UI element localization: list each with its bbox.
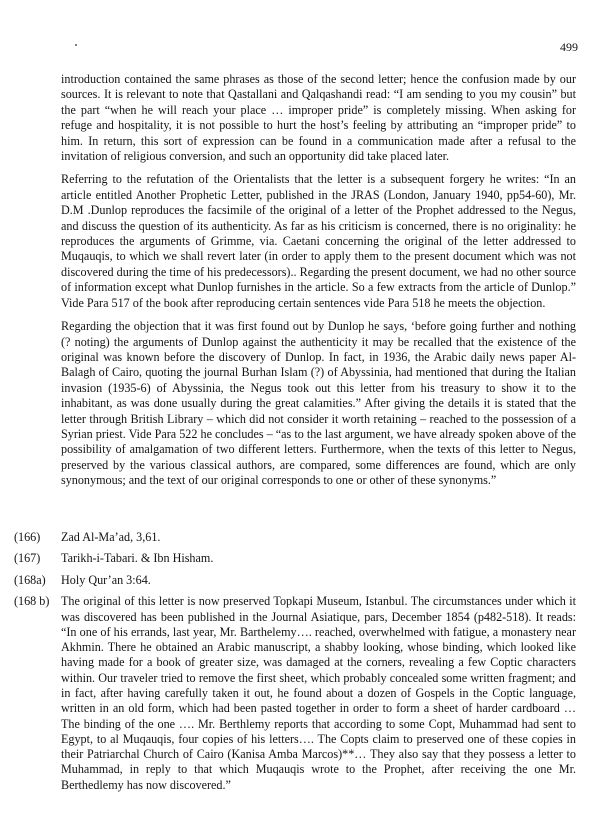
body-text [61, 72, 576, 497]
footnote-number: (168 b) [14, 594, 50, 609]
footnote [14, 573, 576, 588]
footnote [14, 551, 576, 566]
footnote [14, 530, 576, 545]
footnote-text: Holy Qur’an 3:64. [61, 572, 151, 587]
footnote-number: (166) [14, 530, 41, 544]
stray-mark [75, 44, 77, 46]
paragraph: introduction contained the same phrases as those of the second letter; hence the confusion made by our sources. It is relevant to note that Qastallani and Qalqashandi read: “I am sending to you my cousin” but the part “when he will reach your place … improper pride” is completely missing. When asking for refuge and hospitality, it is not possible to hurt the host’s feeling by attributing an “improper pride” to him. In return, this sort of expression can be found in a communication made after a refusal to the invitation of religious conversion, and such an opportunity did take placed later. [61, 72, 576, 164]
footnote [14, 594, 576, 793]
page-number: 499 [560, 40, 578, 54]
paragraph: Regarding the objection that it was first found out by Dunlop he says, ‘before going further and nothing (? noting) the arguments of Dunlop against the authenticity it may be recalled that the existence of the original was known before the discovery of Dunlop. In fact, in 1936, the Arabic daily news paper Al-Balagh of Cairo, quoting the journal Burhan Islam (?) of Abyssinia, had mentioned that during the Italian invasion (1935-6) of Abyssinia, the Negus took out this letter from his treasury to show it to the inhabitant, as was done usually during the great calamities.” After giving the details it is stated that the letter through British Library – which did not consider it worth retaining – reached to the possession of a Syrian priest. Vide Para 522 he concludes – “as to the last argument, we have already spoken above of the possibility of amalgamation of two different letters. Furthermore, when the texts of this letter to Negus, preserved by the various classical authors, are compared, some differences are found, which are only synonymous; and the text of our original corresponds to one or other of these synonyms.” [61, 319, 576, 488]
footnote-text: The original of this letter is now preserved Topkapi Museum, Istanbul. The circumstances under which it was discovered has been published in the Journal Asiatique, pars, December 1854 (p482-518). It reads: “In one of his errands, last year, Mr. Barthelemy…. reached, overwhelmed with fatigue, a monastery near Akhmin. There he obtained an Arabic manuscript, a shabby looking, whose binding, which looked like having made for a book of greater size, was damaged at the corners, revealing a few Coptic characters within. Our traveler tried to remove the first sheet, which probably concealed some written fragment; and in fact, after having carefully taken it out, he found about a dozen of Gospels in the Coptic language, written in an old form, which had been pasted together in order to form a sheet of harder cardboard … The binding of the one …. Mr. Berthlemy reports that according to some Copt, Muhammad had sent to Egypt, to al Muqauqis, four copies of his letters…. The Copts claim to preserved one of these copies in their Patriarchal Church of Cairo (Kanisa Amba Marcos)**… They also say that they possess a letter to Muhammad, in reply to that which Muqauqis wrote to the Prophet, after receiving the one Mr. Berthedlemy has now discovered.” [61, 594, 576, 792]
footnotes [14, 530, 576, 799]
paragraph: Referring to the refutation of the Orientalists that the letter is a subsequent forgery he writes: “In an article entitled Another Prophetic Letter, published in the JRAS (London, January 1940, pp54-60), Mr. D.M .Dunlop reproduces the facsimile of the original of a letter of the Prophet addressed to the Negus, and discuss the question of its authenticity. As far as his criticism is concerned, there is no originality: he reproduces the arguments of Grimme, via. Caetani concerning the original of the letter addressed to Muqauqis, to which we shall revert later (in order to apply them to the present document which was not discovered during the time of his predecessors).. Regarding the present document, we had no other source of information except what Dunlop furnishes in the article. So a few extracts from the article of Dunlop.” Vide Para 517 of the book after reproducing certain sentences vide Para 518 he meets the objection. [61, 172, 576, 310]
footnote-text: Tarikh-i-Tabari. & Ibn Hisham. [61, 551, 214, 566]
footnote-number: (167) [14, 551, 41, 566]
footnote-number: (168a) [14, 572, 46, 587]
footnote-text: Zad Al-Ma’ad, 3,61. [61, 530, 161, 544]
